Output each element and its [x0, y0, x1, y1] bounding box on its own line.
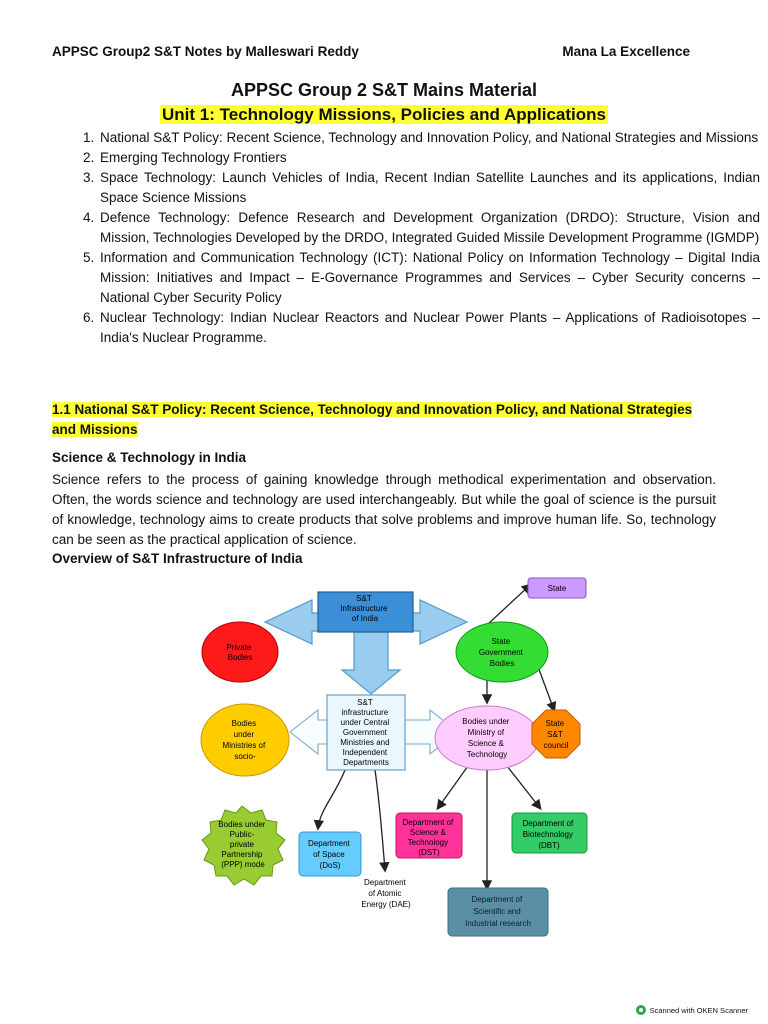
top-box-label: S&T Infrastructure of India: [340, 594, 388, 623]
header-left: APPSC Group2 S&T Notes by Malleswari Reddy: [52, 44, 359, 59]
topic-item: 4. Defence Technology: Defence Research and Development Organization (DRDO): Structure, Vision and Mission, Technologies Developed by the DRDO, Integrated Guided Missile Development Programme (IGMDP): [98, 208, 760, 248]
topic-item: 5. Information and Communication Technology (ICT): National Policy on Information Technology – Digital India Mission: Initiatives and Impact – E-Governance Programmes and Services – Cyber Security concerns – National Cyber Security Policy: [98, 248, 760, 308]
topic-item: 1. National S&T Policy: Recent Science, Technology and Innovation Policy, and National Strategies and Missions: [98, 128, 760, 148]
ministry-st-label: Bodies under Ministry of Science & Technology: [462, 717, 510, 759]
section-heading-wrap: [52, 400, 716, 440]
dae-label: Department of Atomic Energy (DAE): [361, 878, 411, 909]
socio-ministries-node: [201, 704, 289, 776]
section-heading: 1.1 National S&T Policy: Recent Science, Technology and Innovation Policy, and National Strategies and Missions: [52, 402, 693, 437]
dst-label: Department of Science & Technology (DST): [402, 818, 454, 857]
page-title: APPSC Group 2 S&T Mains Material: [230, 80, 538, 100]
scanner-watermark: [636, 1005, 748, 1015]
overview-heading: Overview of S&T Infrastructure of India: [52, 551, 303, 566]
arrow-to-state: [487, 585, 530, 625]
topic-item: 6. Nuclear Technology: Indian Nuclear Reactors and Nuclear Power Plants – Applications of Radioisotopes –India's Nuclear Programme.: [98, 308, 760, 348]
socio-ministries-label: Bodies under Ministries of socio-: [222, 719, 266, 761]
ministry-st-node: [435, 706, 539, 770]
arrow-to-dos: [318, 770, 345, 828]
dbt-label: Department of Biotechnology (DBT): [522, 819, 574, 850]
topic-list: [54, 128, 760, 348]
private-bodies-label: Private Bodies: [226, 643, 253, 662]
scanner-text: Scanned with OKEN Scanner: [649, 1005, 748, 1015]
intro-paragraph: Science refers to the process of gaining knowledge through methodical experimentation and observation. Often, the words science and technology are used interchangeably. But while the goal of science is the pursuit of knowledge, technology aims to create products that solve problems and improve human life. So, technology can be seen as the practical application of science.: [52, 472, 716, 547]
ppp-label: Bodies under Public- private Partnership (PPP) mode: [218, 820, 266, 869]
state-label: State: [547, 584, 567, 593]
subtitle-wrap: [0, 105, 768, 125]
private-bodies-node: [202, 622, 278, 682]
header-right: Mana La Excellence: [562, 44, 690, 59]
scanner-logo-icon: [636, 1005, 646, 1015]
arrow-to-dst: [438, 766, 468, 808]
arrow-to-dae: [375, 770, 385, 870]
dos-label: Department of Space (DoS): [307, 839, 350, 870]
page-subtitle: Unit 1: Technology Missions, Policies and Applications: [162, 105, 606, 124]
state-gov-label: State Government Bodies: [478, 637, 523, 668]
arrow-to-dbt: [507, 766, 540, 808]
st-heading: Science & Technology in India: [52, 450, 247, 465]
central-box-label: S&T infrastructure under Central Government Ministries and Independent Departments: [340, 698, 390, 767]
dsir-label: Department of Scientific and Industrial research: [465, 895, 531, 928]
topic-item: 2. Emerging Technology Frontiers: [98, 148, 760, 168]
topic-item: 3. Space Technology: Launch Vehicles of India, Recent Indian Satellite Launches and its applications, Indian Space Science Missions: [98, 168, 760, 208]
st-infrastructure-diagram: [0, 570, 768, 950]
state-council-label: State S&T council: [543, 719, 569, 750]
